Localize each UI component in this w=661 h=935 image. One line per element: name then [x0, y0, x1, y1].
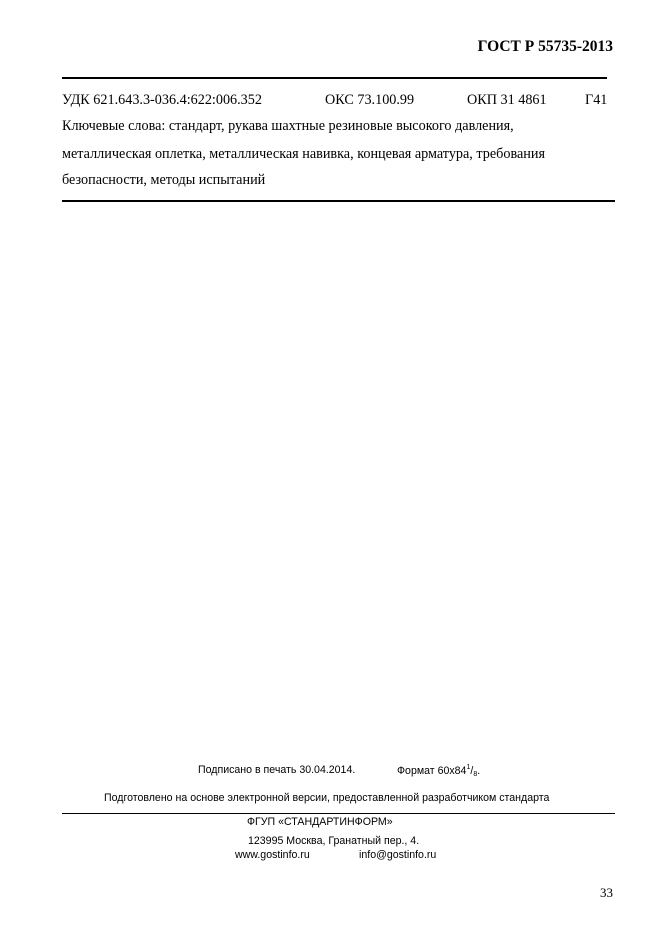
publisher-website[interactable]: www.gostinfo.ru [235, 849, 310, 861]
prepared-note: Подготовлено на основе электронной версии, предоставленной разработчиком стандарта [104, 792, 550, 804]
standard-code: ГОСТ Р 55735-2013 [477, 38, 613, 55]
page-number: 33 [600, 885, 613, 900]
signed-date: Подписано в печать 30.04.2014. [198, 764, 356, 776]
keywords-bottom-rule [62, 200, 615, 202]
paper-format-numerator: 1 [466, 764, 471, 771]
top-rule [62, 77, 607, 79]
paper-format-denominator: 8 [473, 771, 478, 778]
oks-code: ОКС 73.100.99 [325, 92, 415, 108]
group-code: Г41 [585, 92, 608, 108]
paper-format: Формат $60x84^1/_8$. [397, 764, 481, 778]
imprint-rule [62, 813, 615, 814]
keywords-line-1: Ключевые слова: стандарт, рукава шахтные резиновые высокого давления, [62, 118, 514, 134]
publisher-address: 123995 Москва, Гранатный пер., 4. [248, 835, 420, 847]
publisher-name: ФГУП «СТАНДАРТИНФОРМ» [247, 816, 393, 828]
okp-code: ОКП 31 4861 [467, 92, 547, 108]
keywords-line-3: безопасности, методы испытаний [62, 172, 266, 188]
paper-format-suffix: . [477, 765, 481, 777]
publisher-email[interactable]: info@gostinfo.ru [359, 849, 437, 861]
paper-format-label: Формат 60x84 [397, 765, 467, 777]
keywords-line-2: металлическая оплетка, металлическая навивка, концевая арматура, требования [62, 146, 545, 162]
udk-code: УДК 621.643.3-036.4:622:006.352 [62, 92, 262, 108]
